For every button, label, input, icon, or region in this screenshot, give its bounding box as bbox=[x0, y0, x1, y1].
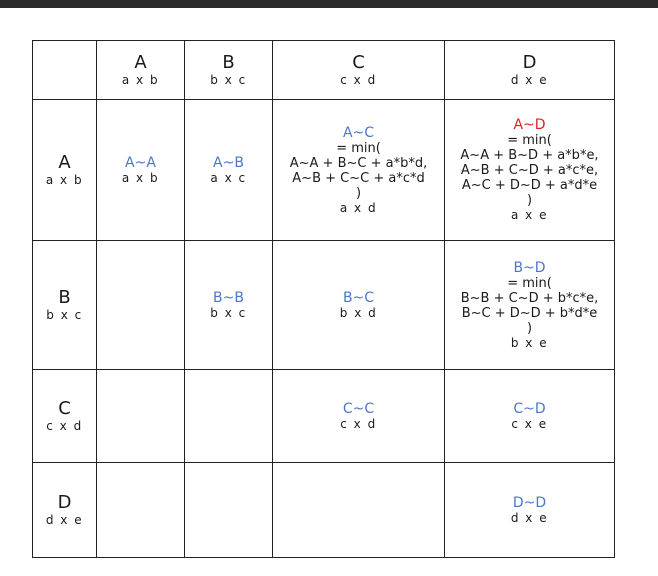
cell-d-a bbox=[97, 463, 185, 558]
cell-d-c bbox=[273, 463, 445, 558]
matrix-chain-dp-table bbox=[32, 40, 615, 558]
col-header-d: D d x e bbox=[445, 41, 615, 100]
top-bar bbox=[0, 0, 658, 8]
cell-c-c: C~C c x d bbox=[273, 370, 445, 463]
cell-b-a bbox=[97, 241, 185, 370]
cell-b-b: B~B b x c bbox=[185, 241, 273, 370]
row-b bbox=[33, 241, 615, 370]
cell-c-d: C~D c x e bbox=[445, 370, 615, 463]
cell-a-b: A~B a x c bbox=[185, 100, 273, 241]
corner-cell bbox=[33, 41, 97, 100]
row-header-d: D d x e bbox=[33, 463, 97, 558]
cell-b-c: B~C b x d bbox=[273, 241, 445, 370]
row-header-b: B b x c bbox=[33, 241, 97, 370]
row-header-a: A a x b bbox=[33, 100, 97, 241]
cell-c-a bbox=[97, 370, 185, 463]
cell-d-d: D~D d x e bbox=[445, 463, 615, 558]
header-row bbox=[33, 41, 615, 100]
row-header-c: C c x d bbox=[33, 370, 97, 463]
col-header-a: A a x b bbox=[97, 41, 185, 100]
diagram-frame bbox=[0, 8, 658, 576]
cell-d-b bbox=[185, 463, 273, 558]
row-a bbox=[33, 100, 615, 241]
row-c bbox=[33, 370, 615, 463]
row-d bbox=[33, 463, 615, 558]
col-header-b: B b x c bbox=[185, 41, 273, 100]
col-header-c: C c x d bbox=[273, 41, 445, 100]
cell-a-a: A~A a x b bbox=[97, 100, 185, 241]
cell-c-b bbox=[185, 370, 273, 463]
cell-b-d: B~D = min( B~B + C~D + b*c*e, B~C + D~D + b*d*e ) b x e bbox=[445, 241, 615, 370]
cell-a-c: A~C = min( A~A + B~C + a*b*d, A~B + C~C + a*c*d ) a x d bbox=[273, 100, 445, 241]
cell-a-d: A~D = min( A~A + B~D + a*b*e, A~B + C~D + a*c*e, A~C + D~D + a*d*e ) a x e bbox=[445, 100, 615, 241]
